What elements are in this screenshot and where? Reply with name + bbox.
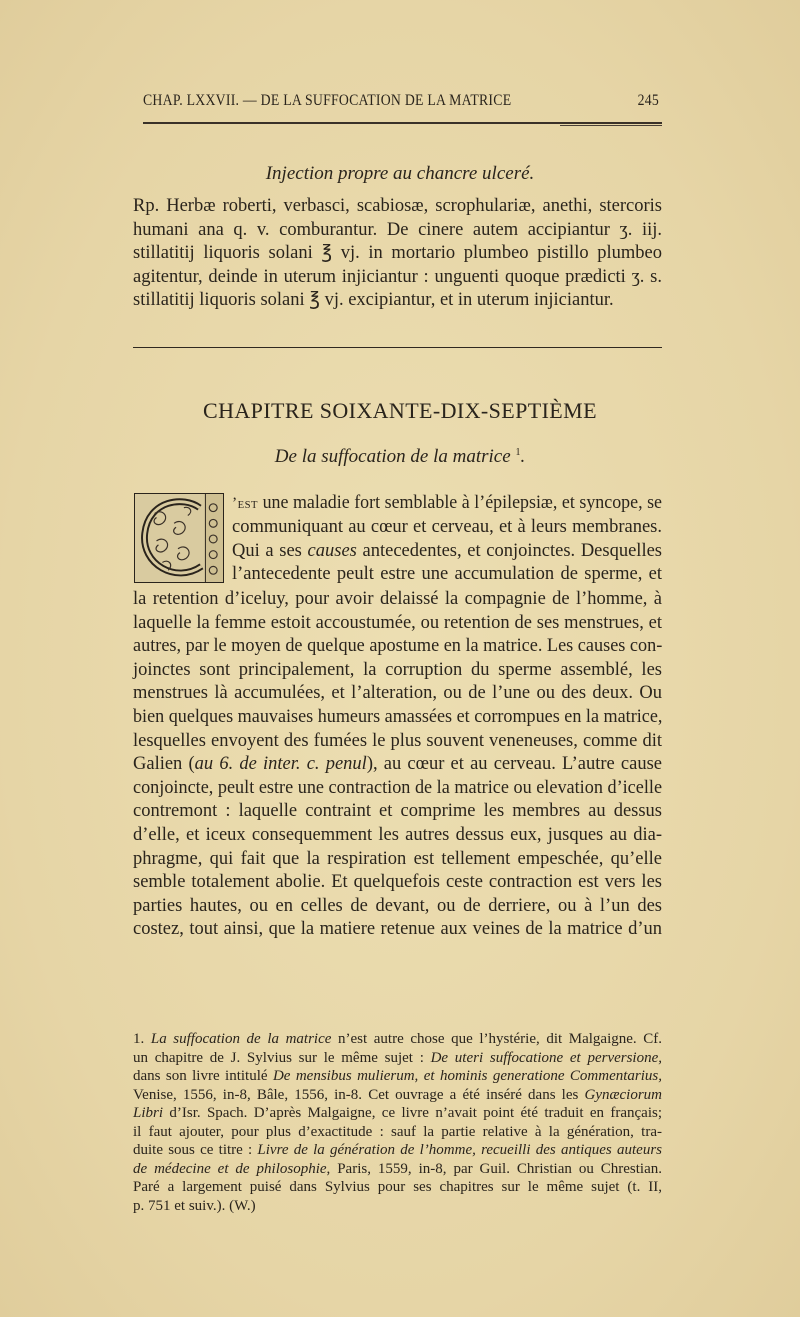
recipe-title: Injection propre au chancre ulceré. — [265, 163, 535, 184]
header-rule — [143, 122, 662, 124]
body-line: conjoincte, peult estre une contraction de la matrice ou elevation d’icelle — [133, 777, 663, 798]
footnote-line: il faut ajouter, pour plus d’exactitude : sauf la partie relative à la génération, tra- — [133, 1123, 662, 1140]
running-title: CHAP. LXXVII. — DE LA SUFFOCATION DE LA MATRICE — [143, 92, 512, 109]
emphasis: causes — [307, 540, 357, 561]
footnote-line: un chapitre de J. Sylvius sur le même sujet : De uteri suffocatione et perversione, — [133, 1049, 663, 1066]
footnote-line: Libri d’Isr. Spach. D’après Malgaigne, ce livre n’avait point été traduit en français; — [133, 1105, 662, 1121]
chapter-opening-lines — [232, 492, 662, 587]
body-line: semble totalement abolie. Et quelquefois ceste contraction est vers les — [133, 872, 662, 893]
footnote-line: duite sous ce titre : Livre de la génération de l’homme, recueilli des antiques auteurs — [133, 1142, 662, 1158]
body-line: d’elle, et iceux consequemment les autres dessus eux, jusques au dia- — [133, 824, 662, 845]
body-line: ’est une maladie fort semblable à l’épilepsiæ, et syncope, se — [232, 493, 663, 513]
body-line: contremont : laquelle contraint et comprime les membres au dessus — [133, 801, 662, 822]
body-line: Qui a ses causes antecedentes, et conjoinctes. Desquelles — [232, 540, 662, 561]
page-number: 245 — [637, 92, 659, 109]
recipe-paragraph — [133, 195, 662, 313]
chapter-title: CHAPITRE SOIXANTE-DIX-SEPTIÈME — [203, 398, 597, 423]
body-line: costez, tout ainsi, que la matiere retenue aux veines de la matrice d’un — [133, 919, 662, 940]
body-line: joinctes sont principalement, la corruption du sperme assemblé, les — [133, 659, 662, 680]
body-line: laquelle la femme estoit accoustumée, ou retention de ses menstrues, et — [133, 612, 662, 633]
chapter-subtitle-text: De la suffocation de la matrice — [274, 446, 511, 467]
body-line: bien quelques mauvaises humeurs amassées et corrompues en la matrice, — [133, 706, 663, 727]
footnote-line: 1. La suffocation de la matrice n’est autre chose que l’hystérie, dit Malgaigne. Cf. — [133, 1031, 663, 1047]
chapter-subtitle — [0, 446, 800, 468]
recipe-line: agitentur, deinde in uterum injiciantur : unguenti quoque prædicti ʒ. s. — [133, 266, 662, 287]
body-line: lesquelles envoyent des fumées le plus souvent veneneuses, comme dit — [133, 730, 662, 751]
body-line: l’antecedente peult estre une accumulation de sperme, et — [232, 564, 662, 585]
footnote-line: p. 751 et suiv.). (W.) — [133, 1197, 256, 1214]
footnote-line: Venise, 1556, in-8, Bâle, 1556, in-8. Cet ouvrage a été inséré dans les Gynæciorum — [133, 1086, 662, 1103]
body-line: parties hautes, ou en celles de devant, ou de derriere, ou à l’un des — [133, 895, 662, 916]
ornamental-dropcap-c — [134, 493, 224, 583]
recipe-line: Rp. Herbæ roberti, verbasci, scabiosæ, scrophulariæ, anethi, stercoris — [133, 196, 662, 216]
body-line: communiquant au cœur et cerveau, et à leurs membranes. — [232, 516, 662, 537]
subtitle-period: . — [520, 446, 526, 467]
footnote-line: dans son livre intitulé De mensibus mulierum, et hominis generatione Commentarius, — [133, 1068, 662, 1084]
body-line: menstrues là accumulées, et l’alteration, ou de l’une ou des deux. Ou — [133, 683, 662, 704]
footnote-number: 1. — [133, 1031, 145, 1047]
footnote-ref[interactable]: 1 — [515, 447, 521, 458]
body-line: Galien (au 6. de inter. c. penul), au cœur et au cerveau. L’autre cause — [133, 754, 662, 775]
body-line: la retention d’iceluy, pour avoir delaissé la compagnie de l’homme, à — [133, 589, 662, 609]
body-line: phragme, qui fait que la respiration est tellement empeschée, qu’elle — [133, 848, 662, 869]
body-line: autres, par le moyen de quelque apostume en la matrice. Les causes con- — [133, 636, 663, 657]
citation: au 6. de inter. c. penul — [194, 754, 367, 775]
recipe-line: stillatitij liquoris solani ℥ vj. excipiantur, et in uterum injiciantur. — [133, 290, 614, 311]
ornamental-letter-c-icon — [135, 494, 223, 582]
footnote — [133, 1030, 662, 1215]
footnote-line: Paré a largement puisé dans Sylvius pour ses chapitres sur le même sujet (t. II, — [133, 1179, 662, 1195]
section-divider — [133, 347, 662, 348]
running-header — [143, 92, 659, 110]
dropcap-continuation: ’est — [232, 495, 259, 512]
recipe-line: stillatitij liquoris solani ℥ vj. in mortario plumbeo pistillo plumbeo — [133, 243, 662, 264]
header-rule-double — [560, 125, 662, 126]
recipe-line: humani ana q. v. comburantur. De cinere autem accipiantur ʒ. iij. — [133, 219, 662, 240]
chapter-body — [133, 588, 662, 942]
footnote-line: de médecine et de philosophie, Paris, 1559, in-8, par Guil. Christian ou Chrestian. — [133, 1160, 662, 1177]
